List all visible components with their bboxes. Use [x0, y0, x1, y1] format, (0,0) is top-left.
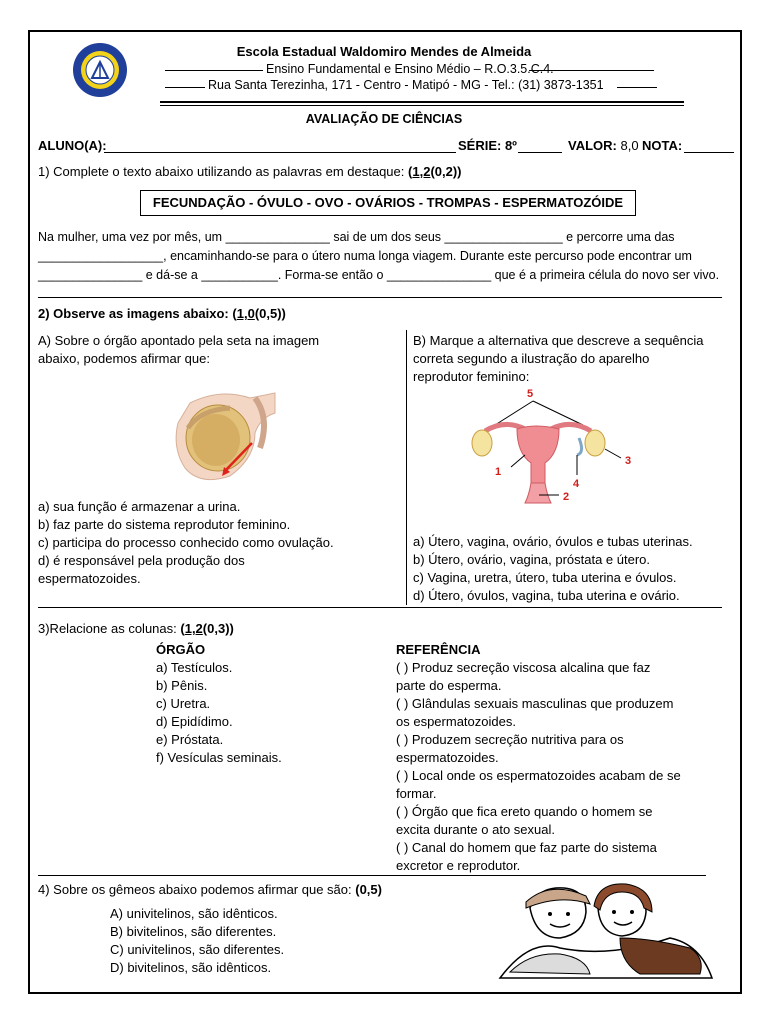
female-reproductive-diagram: [455, 383, 645, 508]
diagram-label-3: 3: [625, 455, 632, 467]
column-divider: [406, 330, 407, 605]
divider: [617, 87, 657, 88]
section-divider: [38, 875, 706, 876]
valor-value: 8,0: [620, 138, 639, 153]
q2a-prompt-line1: A) Sobre o órgão apontado pela seta na imagem: [38, 333, 320, 348]
q1-line-2: __________________, encaminhando-se para o útero numa longa viagem. Durante este percurso pode encontrar um: [38, 249, 692, 263]
q3-ref-blank[interactable]: ( ) Glândulas sexuais masculinas que produzem: [396, 696, 674, 711]
q2-score-main: 1,0: [236, 306, 255, 321]
q3-organ: b) Pênis.: [156, 678, 208, 693]
nota-field[interactable]: [684, 152, 734, 153]
q1-line-3: _______________ e dá-se a ___________. Forma-se então o _______________ que é a primeira célula do novo ser vivo.: [38, 268, 720, 282]
section-divider: [38, 297, 722, 298]
diagram-label-5: 5: [527, 388, 534, 400]
header-rule: [160, 105, 684, 106]
q3-prompt-text: 3)Relacione as colunas:: [38, 621, 177, 636]
q4-option[interactable]: B) bivitelinos, são diferentes.: [110, 924, 277, 939]
q2a-option[interactable]: b) faz parte do sistema reprodutor feminino.: [38, 517, 291, 532]
q3-ref-blank[interactable]: ( ) Local onde os espermatozoides acabam de se: [396, 768, 681, 783]
q3-ref-cont: excita durante o ato sexual.: [396, 822, 555, 837]
q3-organ: c) Uretra.: [156, 696, 211, 711]
diagram-label-4: 4: [573, 478, 580, 490]
q1-score-each: (0,2)): [430, 164, 462, 179]
q1-prompt: [38, 164, 462, 179]
q3-ref-blank[interactable]: ( ) Produz secreção viscosa alcalina que faz: [396, 660, 651, 675]
q3-organ: a) Testículos.: [156, 660, 233, 675]
school-level: Ensino Fundamental e Ensino Médio – R.O.3.5.C.4.: [266, 62, 554, 76]
q2a-prompt-line2: abaixo, podemos afirmar que:: [38, 351, 210, 366]
q3-col1-header: ÓRGÃO: [156, 642, 206, 657]
q4-score: (0,5): [355, 882, 382, 897]
exam-title: AVALIAÇÃO DE CIÊNCIAS: [305, 112, 463, 126]
divider: [529, 70, 654, 71]
q2a-option[interactable]: d) é responsável pela produção dos: [38, 553, 245, 568]
q2-prompt: [38, 306, 286, 321]
q3-organ: e) Próstata.: [156, 732, 224, 747]
q3-ref-cont: os espermatozoides.: [396, 714, 516, 729]
q1-line-1: Na mulher, uma vez por mês, um _______________ sai de um dos seus _________________ e percorre uma das: [38, 230, 675, 244]
serie-label: SÉRIE: 8º: [458, 138, 517, 153]
q4-option[interactable]: A) univitelinos, são idênticos.: [110, 906, 278, 921]
twins-illustration: [490, 878, 716, 982]
valor-group: [568, 138, 639, 153]
q3-prompt: [38, 621, 234, 636]
q2b-prompt-line2: correta segundo a ilustração do aparelho: [413, 351, 650, 366]
serie-field[interactable]: [518, 152, 562, 153]
q1-score-main: 1,2: [412, 164, 431, 179]
q3-organ: f) Vesículas seminais.: [156, 750, 282, 765]
q2-score-each: (0,5)): [254, 306, 286, 321]
q4-prompt-text: 4) Sobre os gêmeos abaixo podemos afirmar que são:: [38, 882, 352, 897]
q2a-option-continued: espermatozoides.: [38, 571, 141, 586]
q1-words: FECUNDAÇÃO - ÓVULO - OVO - OVÁRIOS - TROMPAS - ESPERMATOZÓIDE: [152, 195, 624, 210]
nota-label: NOTA:: [642, 138, 683, 153]
q2b-option[interactable]: c) Vagina, uretra, útero, tuba uterina e óvulos.: [413, 570, 677, 585]
q3-score-open: (: [180, 621, 185, 636]
q3-organ: d) Epidídimo.: [156, 714, 233, 729]
q2a-option[interactable]: a) sua função é armazenar a urina.: [38, 499, 241, 514]
q2b-prompt-line1: B) Marque a alternativa que descreve a sequência: [413, 333, 704, 348]
testicle-illustration: [160, 388, 280, 488]
q3-ref-blank[interactable]: ( ) Produzem secreção nutritiva para os: [396, 732, 624, 747]
q3-ref-blank[interactable]: ( ) Canal do homem que faz parte do sistema: [396, 840, 657, 855]
q2-score-open: (: [232, 306, 237, 321]
school-address: Rua Santa Terezinha, 171 - Centro - Matipó - MG - Tel.: (31) 3873-1351: [208, 78, 604, 92]
q1-word-box: [140, 190, 636, 216]
aluno-field[interactable]: [104, 152, 456, 153]
q3-ref-cont: excretor e reprodutor.: [396, 858, 521, 873]
q1-score-open: (: [408, 164, 413, 179]
q2b-option[interactable]: b) Útero, ovário, vagina, próstata e útero.: [413, 552, 651, 567]
valor-label: VALOR:: [568, 138, 617, 153]
q3-col2-header: REFERÊNCIA: [396, 642, 481, 657]
header-rule: [160, 101, 684, 103]
q2b-option[interactable]: d) Útero, óvulos, vagina, tuba uterina e ovário.: [413, 588, 680, 603]
q3-ref-cont: espermatozoides.: [396, 750, 499, 765]
q2b-option[interactable]: a) Útero, vagina, ovário, óvulos e tubas uterinas.: [413, 534, 693, 549]
divider: [165, 87, 205, 88]
q4-option[interactable]: D) bivitelinos, são idênticos.: [110, 960, 272, 975]
q2-prompt-text: 2) Observe as imagens abaixo:: [38, 306, 229, 321]
school-name: Escola Estadual Waldomiro Mendes de Almeida: [236, 44, 532, 59]
q4-prompt: [38, 882, 382, 897]
diagram-label-1: 1: [495, 466, 502, 478]
q3-ref-cont: formar.: [396, 786, 437, 801]
q3-score-each: (0,3)): [202, 621, 234, 636]
divider: [165, 70, 263, 71]
q2a-option[interactable]: c) participa do processo conhecido como ovulação.: [38, 535, 334, 550]
aluno-label: ALUNO(A):: [38, 138, 107, 153]
q2b-prompt-line3: reprodutor feminino:: [413, 369, 530, 384]
q1-prompt-text: 1) Complete o texto abaixo utilizando as palavras em destaque:: [38, 164, 405, 179]
q3-ref-cont: parte do esperma.: [396, 678, 502, 693]
section-divider: [38, 607, 722, 608]
q4-option[interactable]: C) univitelinos, são diferentes.: [110, 942, 285, 957]
diagram-label-2: 2: [563, 491, 570, 503]
q3-ref-blank[interactable]: ( ) Órgão que fica ereto quando o homem se: [396, 804, 653, 819]
q3-score-main: 1,2: [184, 621, 203, 636]
